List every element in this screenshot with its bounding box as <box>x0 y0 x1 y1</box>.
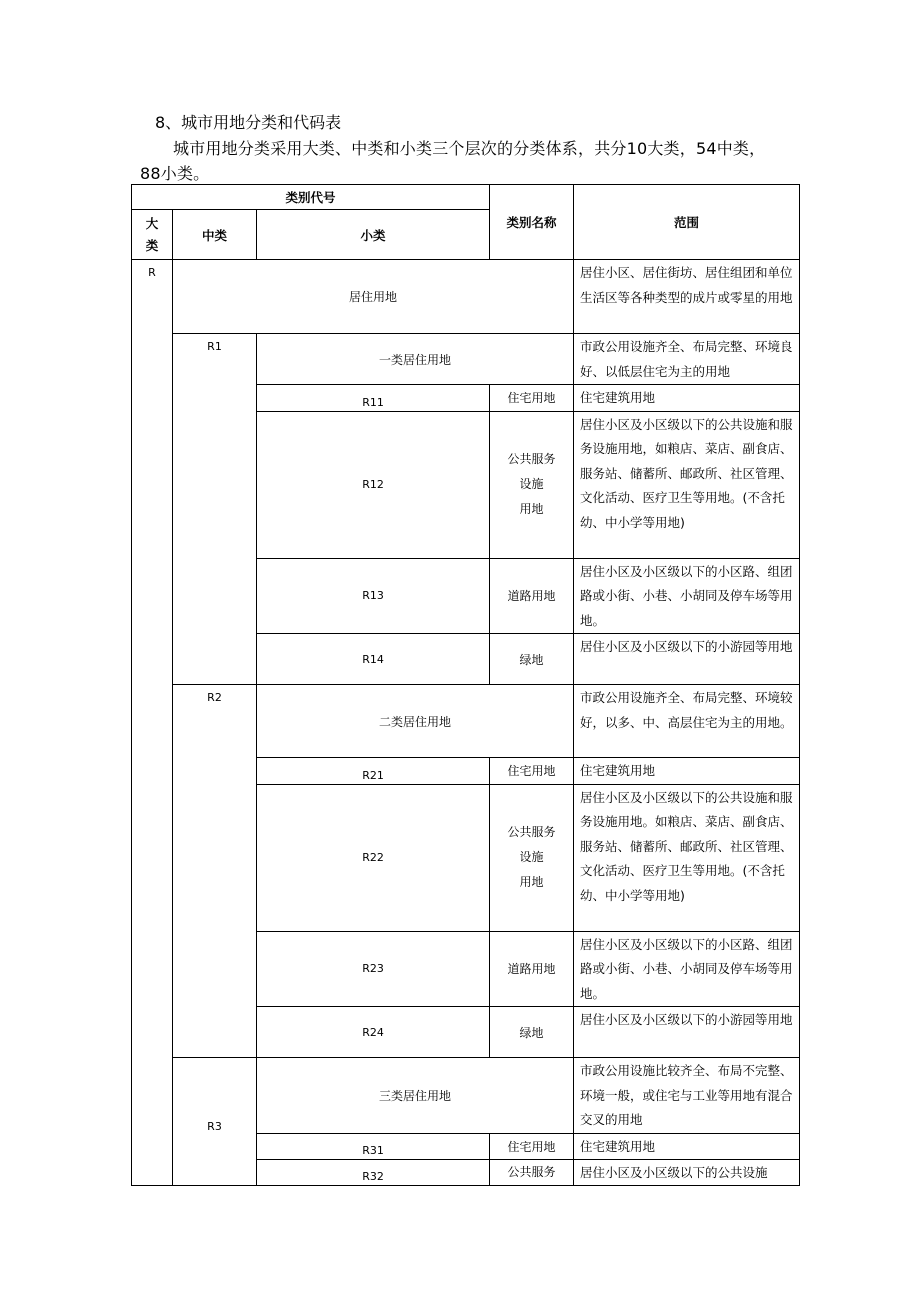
r11-scope: 住宅建筑用地 <box>574 385 800 412</box>
r13-name: 道路用地 <box>490 558 574 634</box>
r12-name-line-2: 设施 <box>519 477 544 491</box>
table-row-r2 <box>132 685 800 758</box>
r24-code: R24 <box>257 1007 490 1058</box>
header-name: 类别名称 <box>490 185 574 260</box>
r24-name: 绿地 <box>490 1007 574 1058</box>
r22-scope: 居住小区及小区级以下的公共设施和服务设施用地。如粮店、菜店、副食店、服务站、储蓄所、邮政所、社区管理、文化活动、医疗卫生等用地。(不含托幼、中小学等用地) <box>574 784 800 931</box>
intro-paragraph: 城市用地分类采用大类、中类和小类三个层次的分类体系，共分10大类，54中类，88小类。 <box>140 139 766 183</box>
r21-scope: 住宅建筑用地 <box>574 758 800 785</box>
r13-code: R13 <box>257 558 490 634</box>
r12-name <box>490 411 574 558</box>
land-use-classification-table <box>131 184 800 1186</box>
r14-name: 绿地 <box>490 634 574 685</box>
header-major: 大类 <box>132 210 173 260</box>
r12-name-line-1: 公共服务 <box>507 452 556 466</box>
r21-name: 住宅用地 <box>490 758 574 785</box>
r11-name: 住宅用地 <box>490 385 574 412</box>
r23-code: R23 <box>257 931 490 1007</box>
r2-name: 二类居住用地 <box>257 685 574 758</box>
header-code-group: 类别代号 <box>132 185 490 210</box>
r21-code: R21 <box>257 758 490 785</box>
r14-code: R14 <box>257 634 490 685</box>
r22-name-line-1: 公共服务 <box>507 825 556 839</box>
r1-scope: 市政公用设施齐全、布局完整、环境良好、以低层住宅为主的用地 <box>574 334 800 385</box>
r22-name-line-3: 用地 <box>519 875 544 889</box>
major-code: R <box>132 260 173 1186</box>
r22-code: R22 <box>257 784 490 931</box>
table-row-r3 <box>132 1058 800 1134</box>
r11-code: R11 <box>257 385 490 412</box>
r3-code: R3 <box>173 1058 257 1186</box>
r32-code: R32 <box>257 1160 490 1186</box>
r14-scope: 居住小区及小区级以下的小游园等用地 <box>574 634 800 685</box>
r12-name-line-3: 用地 <box>519 502 544 516</box>
r13-scope: 居住小区及小区级以下的小区路、组团路或小街、小巷、小胡同及停车场等用地。 <box>574 558 800 634</box>
r31-name: 住宅用地 <box>490 1133 574 1160</box>
r1-name: 一类居住用地 <box>257 334 574 385</box>
r23-name: 道路用地 <box>490 931 574 1007</box>
r1-code: R1 <box>173 334 257 685</box>
r12-code: R12 <box>257 411 490 558</box>
r2-code: R2 <box>173 685 257 1058</box>
r22-name-line-2: 设施 <box>519 850 544 864</box>
r24-scope: 居住小区及小区级以下的小游园等用地 <box>574 1007 800 1058</box>
header-row-1 <box>132 185 800 210</box>
r-scope: 居住小区、居住街坊、居住组团和单位生活区等各种类型的成片或零星的用地 <box>574 260 800 334</box>
r3-scope: 市政公用设施比较齐全、布局不完整、环境一般，或住宅与工业等用地有混合交叉的用地 <box>574 1058 800 1134</box>
r31-scope: 住宅建筑用地 <box>574 1133 800 1160</box>
table-row-r1 <box>132 334 800 385</box>
section-heading: 8、城市用地分类和代码表 <box>155 113 342 132</box>
header-scope: 范围 <box>574 185 800 260</box>
r22-name <box>490 784 574 931</box>
r32-name: 公共服务 <box>490 1160 574 1186</box>
r23-scope: 居住小区及小区级以下的小区路、组团路或小街、小巷、小胡同及停车场等用地。 <box>574 931 800 1007</box>
header-medium: 中类 <box>173 210 257 260</box>
table-row-r <box>132 260 800 334</box>
r12-scope: 居住小区及小区级以下的公共设施和服务设施用地，如粮店、菜店、副食店、服务站、储蓄所、邮政所、社区管理、文化活动、医疗卫生等用地。(不含托幼、中小学等用地) <box>574 411 800 558</box>
r-name: 居住用地 <box>173 260 574 334</box>
r31-code: R31 <box>257 1133 490 1160</box>
r32-scope: 居住小区及小区级以下的公共设施 <box>574 1160 800 1186</box>
r2-scope: 市政公用设施齐全、布局完整、环境较好，以多、中、高层住宅为主的用地。 <box>574 685 800 758</box>
r3-name: 三类居住用地 <box>257 1058 574 1134</box>
header-minor: 小类 <box>257 210 490 260</box>
